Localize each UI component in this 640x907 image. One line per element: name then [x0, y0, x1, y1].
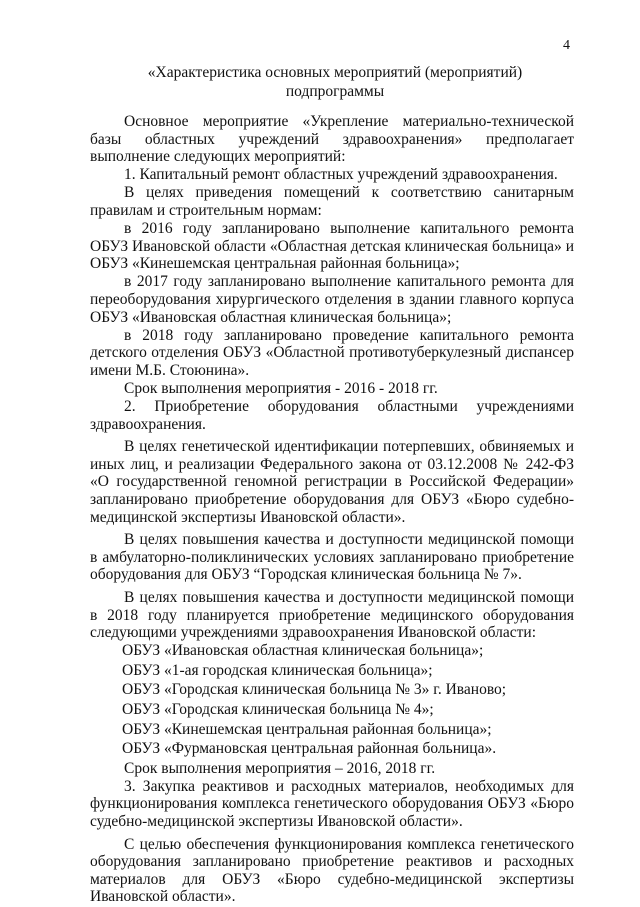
page-number: 4 [563, 38, 570, 53]
paragraph-repair-deadline: Срок выполнения мероприятия - 2016 - 2018 гг. [124, 379, 438, 397]
section-title-line-2: подпрограммы [285, 83, 385, 100]
list-item-institution: ОБУЗ «Городская клиническая больница № 3» г. Иваново; [122, 681, 507, 699]
list-item-institution: ОБУЗ «Городская клиническая больница № 4»; [122, 701, 434, 718]
paragraph-genetic-identification: В целях генетической идентификации потерпевших, обвиняемых и иных лиц, и реализации Федерального закона от 03.12.2008 № 242-ФЗ «О государственной геномной регистрации в Российской Федерации» запланировано приобретение оборудования для ОБУЗ «Бюро судебно-медицинской экспертизы Ивановской области». [90, 438, 574, 526]
list-item-institution: ОБУЗ «Ивановская областная клиническая больница»; [122, 642, 484, 660]
paragraph-item-2-heading: 2. Приобретение оборудования областными учреждениями здравоохранения. [90, 398, 574, 433]
paragraph-repair-purpose: В целях приведения помещений к соответствию санитарным правилам и строительным нормам: [90, 184, 574, 219]
document-body [90, 113, 574, 907]
section-title [90, 63, 580, 101]
paragraph-item-3-heading: 3. Закупка реактивов и расходных материалов, необходимых для функционирования комплекса генетического оборудования ОБУЗ «Бюро судебно-медицинской экспертизы Ивановской области». [90, 777, 574, 831]
list-item-institution: ОБУЗ «Кинешемская центральная районная больница»; [122, 720, 492, 738]
paragraph-repair-2016: в 2016 году запланировано выполнение капитального ремонта ОБУЗ Ивановской области «Областная детская клиническая больница» и ОБУЗ «Кинешемская центральная районная больница»; [90, 220, 574, 273]
paragraph-intro: Основное мероприятие «Укрепление материально-технической базы областных учреждений здравоохранения» предполагает выполнение следующих мероприятий: [90, 113, 574, 166]
paragraph-2018-equipment: В целях повышения качества и доступности медицинской помощи в 2018 году планируется приобретение медицинского оборудования следующими учреждениями здравоохранения Ивановской области: [90, 588, 574, 642]
paragraph-item-1-heading: 1. Капитальный ремонт областных учреждений здравоохранения. [124, 166, 558, 184]
paragraph-reagents-purchase: С целью обеспечения функционирования комплекса генетического оборудования запланировано приобретение реактивов и расходных материалов для ОБУЗ «Бюро судебно-медицинской экспертизы Ивановской области». [90, 835, 574, 906]
paragraph-outpatient-equipment: В целях повышения качества и доступности медицинской помощи в амбулаторно-поликлинических условиях запланировано приобретение оборудования для ОБУЗ “Городская клиническая больница № 7». [90, 531, 574, 584]
paragraph-equipment-deadline: Срок выполнения мероприятия – 2016, 2018 гг. [124, 759, 436, 777]
paragraph-repair-2017: в 2017 году запланировано выполнение капитального ремонта для переоборудования хирургического отделения в здании главного корпуса ОБУЗ «Ивановская областная клиническая больница»; [90, 273, 574, 326]
section-title-line-1: «Характеристика основных мероприятий (мероприятий) [147, 64, 523, 81]
list-item-institution: ОБУЗ «Фурмановская центральная районная больница». [122, 740, 497, 758]
paragraph-repair-2018: в 2018 году запланировано проведение капитального ремонта детского отделения ОБУЗ «Областной противотуберкулезный диспансер имени М.Б. Стоюнина». [90, 326, 574, 379]
list-item-institution: ОБУЗ «1-ая городская клиническая больница»; [122, 661, 433, 679]
